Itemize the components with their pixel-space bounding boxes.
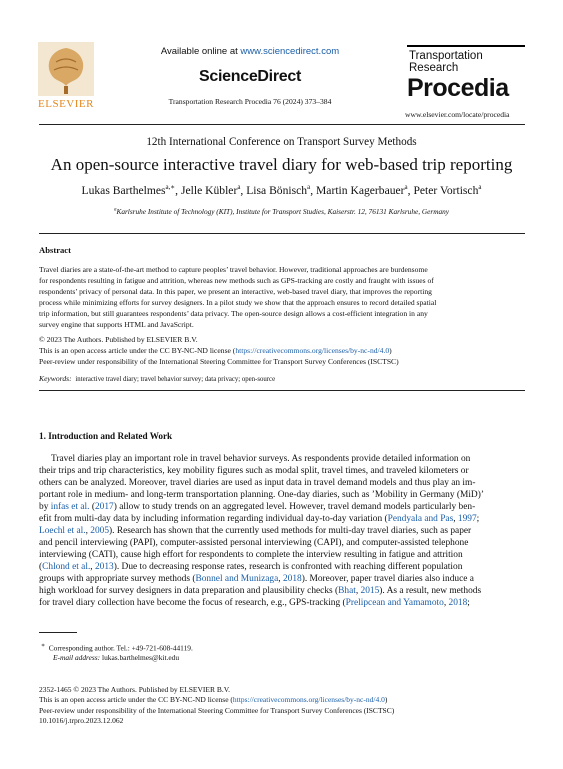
page-footer: 2352-1465 © 2023 The Authors. Published by ELSEVIER B.V. This is an open access article under the CC BY-NC-ND license (https://creativecommons.org/licenses/by-nc-nd/4.0) Peer-review under responsibility of the International Steering Committee for Transport Survey Conferences (ISCTSC) 10.1016/j.trpro.2023.12.062 [39, 685, 529, 726]
section-1-heading: 1. Introduction and Related Work [39, 431, 173, 441]
doi[interactable]: 10.1016/j.trpro.2023.12.062 [39, 715, 124, 725]
cite-loechl[interactable]: Loechl et al. [39, 526, 86, 536]
abstract-copyright: © 2023 The Authors. Published by ELSEVIER B.V. This is an open access article under the CC BY-NC-ND license (https://creativecommons.org/licenses/by-nc-nd/4.0) Peer-review under responsibility of the International Steering Committee for Transport Survey Conferences (ISCTSC) [39, 335, 399, 366]
cite-pendyala[interactable]: Pendyala and Pas [387, 514, 454, 524]
author-1: Lukas Barthelmes [81, 183, 166, 197]
footnote: ∗ Corresponding author. Tel.: +49-721-608-44119. E-mail address: lukas.barthelmes@kit.edu [40, 643, 193, 663]
abstract-top-rule [39, 233, 525, 234]
footer-license-link[interactable]: https://creativecommons.org/licenses/by-nc-nd/4.0 [232, 695, 385, 705]
cite-bhat[interactable]: Bhat [338, 586, 356, 596]
sciencedirect-link[interactable]: www.sciencedirect.com [240, 46, 340, 57]
abstract-body: Travel diaries are a state-of-the-art method to capture peoples’ travel behavior. However, traditional approaches are burdensome for respondents resulting in fatigue and attrition, whereas new methods such as GPS-tracking are costly and fraught with issues of respondents’ privacy of personal data. In this paper, we present an interactive, web-based travel diary, that improves the reporting process while minimizing efforts for survey designers. In a pilot study we show that the approach ensures to record detailed spatial trip information, but still guarantees respondents’ data privacy. The open-source design allows a cost-efficient integration in any survey engine that supports HTML and JavaScript. [39, 265, 437, 329]
author-5: Peter Vortisch [413, 183, 479, 197]
paper-title: An open-source interactive travel diary for web-based trip reporting [50, 155, 513, 174]
header-rule [39, 124, 525, 125]
footnote-rule [39, 632, 77, 633]
abstract-bottom-rule [39, 390, 525, 391]
journal-volume-line: Transportation Research Procedia 76 (2024) 373–384 [168, 97, 332, 106]
abstract-heading: Abstract [39, 245, 71, 255]
author-email[interactable]: lukas.barthelmes@kit.edu [102, 653, 180, 663]
author-4: Martin Kagerbauer [316, 183, 405, 197]
journal-url[interactable]: www.elsevier.com/locate/procedia [405, 110, 510, 119]
affiliation: $^a$Karlsruhe Institute of Technology (KIT), Institute for Transport Studies, Kaiserstr. 12, 76131 Karlsruhe, Germany [113, 207, 450, 216]
license-link[interactable]: https://creativecommons.org/licenses/by-nc-nd/4.0 [235, 346, 390, 355]
sciencedirect-wordmark: ScienceDirect [199, 68, 301, 85]
conference-name: 12th International Conference on Transport Survey Methods [146, 136, 417, 148]
author-2: Jelle Kübler [180, 183, 238, 197]
cite-bonnel[interactable]: Bonnel and Munizaga [195, 574, 279, 584]
section-1-body: Travel diaries play an important role in travel behavior surveys. As respondents provide detailed information on their trips and trip characteristics, key mobility figures such as modal split, travel times, and traveled kilometers or others can be analyzed. Moreover, travel diaries are used as input data in travel demand models and thus play an im- portant role in medium- and long-term transportation planning. One-day diaries, such as ’Mobility in Germany (MiD)’ by infas et al. (2017) allow to study trends on an aggregated level. However, travel demand models particularly ben- efit from multi-day data by including information regarding individual day-to-day variation (Pendyala and Pas, 1997; Loechl et al., 2005). Research has shown that the currently used methods for multi-day travel diaries, such as paper and pencil interviewing (PAPI), computer-assisted personal interviewing (CAPI), and computer-assisted telephone interviewing (CATI), cause high effort for respondents to complete the interview resulting in fatigue and attrition (Chlond et al., 2013). Due to decreasing response rates, research is confronted with reaching different population groups with appropriate survey methods (Bonnel and Munizaga, 2018). Moreover, paper travel diaries also induce a high workload for survey designers in data preparation and plausibility checks (Bhat, 2015). As a result, new methods for travel diary collection have become the focus of research, e.g., GPS-tracking (Prelipcean and Yamamoto, 2018; [39, 454, 484, 608]
authors: Lukas Barthelmes$^{a,∗}$, Jelle Kübler$^a$, Lisa Bönisch$^a$, Martin Kagerbauer$^a$, Peter Vortisch$^a$ [81, 183, 482, 197]
cite-chlond[interactable]: Chlond et al. [42, 562, 91, 572]
available-online: Available online at www.sciencedirect.com [160, 46, 340, 57]
cite-infas[interactable]: infas et al. [50, 502, 90, 512]
elsevier-wordmark: ELSEVIER [38, 98, 94, 110]
cite-prelipcean[interactable]: Prelipcean and Yamamoto [345, 598, 444, 608]
keywords: Keywords: interactive travel diary; travel behavior survey; data privacy; open-source [39, 374, 276, 383]
author-3: Lisa Bönisch [246, 183, 308, 197]
